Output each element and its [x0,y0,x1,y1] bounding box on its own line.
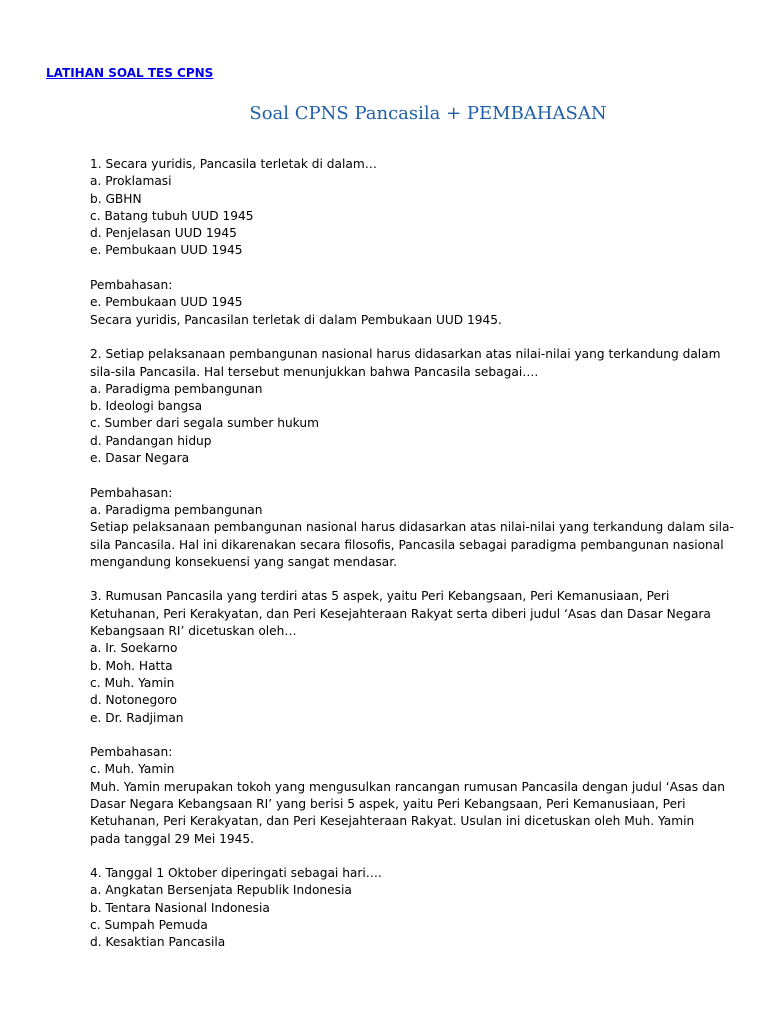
option-a: a. Proklamasi [90,174,172,189]
question-text: Ketuhanan, Peri Kerakyatan, dan Peri Kesejahteraan Rakyat serta diberi judul ‘Asas dan Dasar Negara [90,606,711,621]
option-e: e. Dr. Radjiman [90,710,184,725]
answer-text: e. Pembukaan UUD 1945 [90,295,243,310]
explanation-text: pada tanggal 29 Mei 1945. [90,831,255,846]
page-title: Soal CPNS Pancasila + PEMBAHASAN [249,103,607,124]
question-1 [90,156,740,329]
explanation-text: sila Pancasila. Hal ini dikarenakan secara filosofis, Pancasila sebagai paradigma pembangunan nasional [90,537,724,552]
option-a: a. Ir. Soekarno [90,641,178,656]
explanation-text: Setiap pelaksanaan pembangunan nasional harus didasarkan atas nilai-nilai yang terkandung dalam sila- [90,520,734,535]
discussion-label: Pembahasan: [90,485,173,500]
answer-text: a. Paradigma pembangunan [90,502,263,517]
option-b: b. Ideologi bangsa [90,399,203,414]
discussion-label: Pembahasan: [90,745,173,760]
question-3 [90,588,740,847]
option-b: b. GBHN [90,191,142,206]
option-c: c. Sumber dari segala sumber hukum [90,416,319,431]
question-text: 1. Secara yuridis, Pancasila terletak di dalam… [90,157,377,171]
option-a: a. Angkatan Bersenjata Republik Indonesia [90,883,352,898]
question-text: 4. Tanggal 1 Oktober diperingati sebagai hari…. [90,866,382,881]
option-a: a. Paradigma pembangunan [90,381,263,396]
question-2 [90,346,740,571]
latihan-soal-link[interactable]: LATIHAN SOAL TES CPNS [46,66,214,80]
explanation-text: mengandung konsekuensi yang sangat mendasar. [90,554,398,569]
question-text: Kebangsaan RI’ dicetuskan oleh… [90,624,297,639]
question-text: sila-sila Pancasila. Hal tersebut menunjukkan bahwa Pancasila sebagai…. [90,364,539,379]
question-text: 3. Rumusan Pancasila yang terdiri atas 5 aspek, yaitu Peri Kebangsaan, Peri Kemanusiaan, Peri [90,589,670,604]
explanation-text: Secara yuridis, Pancasilan terletak di dalam Pembukaan UUD 1945. [90,312,502,327]
explanation-text: Ketuhanan, Peri Kerakyatan, dan Peri Kesejahteraan Rakyat. Usulan ini dicetuskan oleh Muh. Yamin [90,814,695,829]
option-c: c. Sumpah Pemuda [90,918,208,933]
option-e: e. Dasar Negara [90,451,190,466]
option-d: d. Pandangan hidup [90,433,212,448]
explanation-text: Muh. Yamin merupakan tokoh yang mengusulkan rancangan rumusan Pancasila dengan judul ‘Asas dan [90,779,725,794]
option-b: b. Moh. Hatta [90,658,173,673]
option-d: d. Penjelasan UUD 1945 [90,226,237,241]
option-d: d. Kesaktian Pancasila [90,935,226,950]
question-list [90,156,740,952]
option-d: d. Notonegoro [90,693,177,708]
question-4 [90,865,740,951]
discussion-label: Pembahasan: [90,278,173,293]
option-e: e. Pembukaan UUD 1945 [90,243,243,258]
option-c: c. Batang tubuh UUD 1945 [90,208,254,223]
option-c: c. Muh. Yamin [90,675,175,690]
option-b: b. Tentara Nasional Indonesia [90,900,270,915]
explanation-text: Dasar Negara Kebangsaan RI’ yang berisi 5 aspek, yaitu Peri Kebangsaan, Peri Kemanusiaan, Peri [90,796,686,811]
question-text: 2. Setiap pelaksanaan pembangunan nasional harus didasarkan atas nilai-nilai yang terkandung dalam [90,347,721,362]
answer-text: c. Muh. Yamin [90,762,175,777]
